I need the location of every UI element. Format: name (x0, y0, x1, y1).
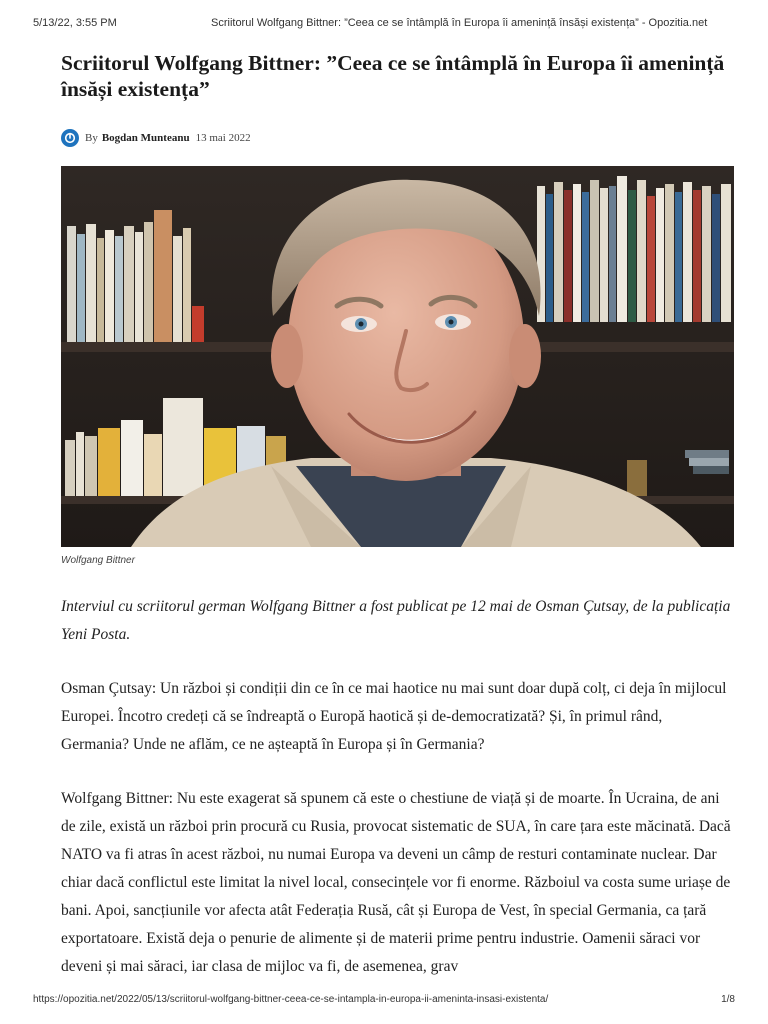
print-header (33, 17, 735, 31)
article-paragraph: Wolfgang Bittner: Nu este exagerat să spunem că este o chestiune de viață și de moarte. În Ucraina, de ani de zile, există un război prin procură cu Rusia, provocat sistematic de SUA, în care țara este măcinată. Dacă NATO va fi atras în acest război, nu numai Europa va deveni un câmp de resturi contaminate nuclear. Dar chiar dacă conflictul este limitat la nivel local, consecințele vor fi enorme. Războiul va costa sume uriașe de bani. Apoi, sancțiunile vor afecta atât Federația Rusă, cât și Europa de Vest, în special Germania, ca țară exportatoare. Există deja o penurie de alimente și de materii prime pentru industrie. Oamenii săraci vor deveni și mai săraci, iar clasa de mijloc va fi, de asemenea, grav (61, 790, 731, 975)
print-url[interactable]: https://opozitia.net/2022/05/13/scriitorul-wolfgang-bittner-ceea-ce-se-intampla-in-europa-ii-ameninta-insasi-existenta/ (33, 994, 549, 1005)
author-link[interactable]: Bogdan Munteanu (101, 132, 190, 144)
byline-by: By (85, 132, 98, 144)
publish-date: 13 mai 2022 (195, 132, 251, 144)
print-page-title: Scriitorul Wolfgang Bittner: ”Ceea ce se întâmplă în Europa îi amenință însăși existența” - Opozitia.net (211, 17, 708, 29)
article-paragraph: Osman Çutsay: Un război și condiții din ce în ce mai haotice nu mai sunt doar după colț, ci deja în mijlocul Europei. Încotro credeți că se îndreaptă o Europă haotică și de-democratizată? Și, în primul rând, Germania? Unde ne aflăm, ce ne așteaptă în Europa și în Germania? (61, 680, 727, 753)
article-photo (61, 166, 734, 547)
print-date: 5/13/22, 3:55 PM (33, 17, 117, 29)
page-number: 1/8 (721, 994, 735, 1005)
author-avatar[interactable] (61, 129, 79, 147)
portrait-image (61, 166, 734, 547)
article-intro: Interviul cu scriitorul german Wolfgang Bittner a fost publicat pe 12 mai de Osman Çutsay, de la publicația Yeni Posta. (61, 598, 731, 643)
author-avatar-icon (64, 132, 76, 144)
article (61, 50, 734, 975)
print-footer (33, 994, 735, 1008)
byline (61, 128, 251, 148)
article-title: Scriitorul Wolfgang Bittner: ”Ceea ce se întâmplă în Europa îi amenință însăși existența” (61, 51, 725, 101)
photo-caption: Wolfgang Bittner (61, 555, 135, 566)
